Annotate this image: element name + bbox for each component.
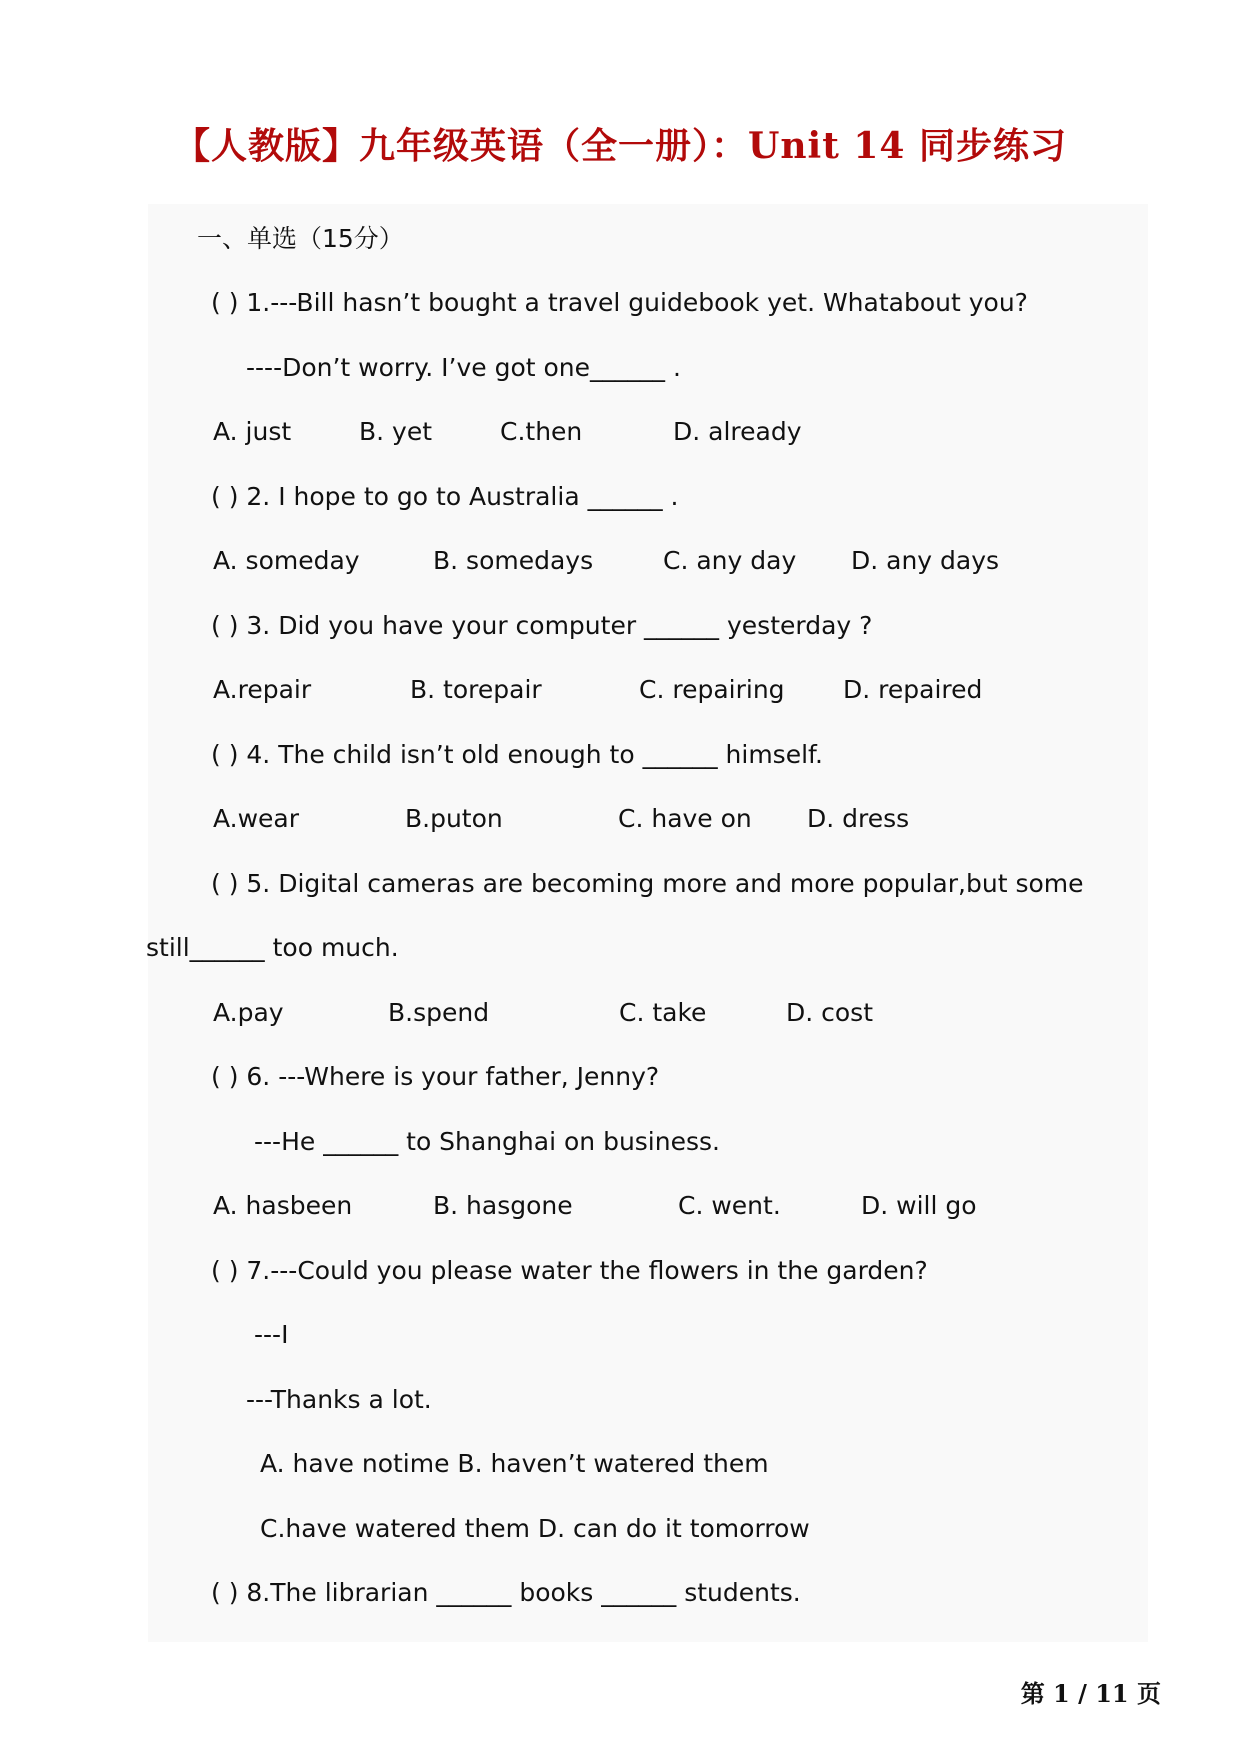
question-4-stem: ( ) 4. The child isn’t old enough to ______ himself. xyxy=(211,740,823,769)
option-d: D. repaired xyxy=(843,675,983,704)
question-7-options-cd: C.have watered them D. can do it tomorrow xyxy=(260,1514,810,1543)
option-b: B.puton xyxy=(405,804,503,833)
question-7-line2: ---I xyxy=(254,1320,289,1349)
option-c: C.then xyxy=(500,417,583,446)
option-a: A. hasbeen xyxy=(213,1191,353,1220)
option-a: A. just xyxy=(213,417,292,446)
question-6-stem: ( ) 6. ---Where is your father, Jenny? xyxy=(211,1062,660,1091)
question-3-stem: ( ) 3. Did you have your computer ______ yesterday ? xyxy=(211,611,873,640)
page-number: 第 1 / 11 页 xyxy=(1020,1679,1161,1708)
option-d: D. dress xyxy=(807,804,910,833)
option-a: A. someday xyxy=(213,546,360,575)
question-5-line2: still______ too much. xyxy=(146,933,399,962)
option-d: D. cost xyxy=(786,998,874,1027)
option-c: C. have on xyxy=(618,804,752,833)
question-1-stem: ( ) 1.---Bill hasn’t bought a travel guidebook yet. Whatabout you? xyxy=(211,288,1028,317)
option-b: B. hasgone xyxy=(433,1191,573,1220)
question-2-stem: ( ) 2. I hope to go to Australia ______ . xyxy=(211,482,679,511)
question-5-stem: ( ) 5. Digital cameras are becoming more and more popular,but some xyxy=(211,869,1084,898)
option-d: D. already xyxy=(673,417,802,446)
option-b: B. torepair xyxy=(410,675,542,704)
question-7-options-ab: A. have notime B. haven’t watered them xyxy=(260,1449,769,1478)
option-c: C. take xyxy=(619,998,707,1027)
option-d: D. will go xyxy=(861,1191,977,1220)
option-b: B. somedays xyxy=(433,546,594,575)
question-6-line2: ---He ______ to Shanghai on business. xyxy=(254,1127,720,1156)
content-panel xyxy=(148,204,1148,1642)
page-title: 【人教版】九年级英语（全一册）：Unit 14 同步练习 xyxy=(173,125,1068,167)
option-c: C. went. xyxy=(678,1191,781,1220)
option-b: B.spend xyxy=(388,998,490,1027)
section-heading: 一、单选（15分） xyxy=(197,224,404,253)
question-7-line3: ---Thanks a lot. xyxy=(246,1385,432,1414)
option-a: A.wear xyxy=(213,804,300,833)
question-1-line2: ----Don’t worry. I’ve got one______ . xyxy=(246,353,681,382)
question-7-stem: ( ) 7.---Could you please water the flowers in the garden? xyxy=(211,1256,928,1285)
option-c: C. any day xyxy=(663,546,797,575)
option-a: A.pay xyxy=(213,998,284,1027)
option-c: C. repairing xyxy=(639,675,785,704)
option-d: D. any days xyxy=(851,546,1000,575)
question-8-stem: ( ) 8.The librarian ______ books ______ students. xyxy=(211,1578,801,1607)
option-a: A.repair xyxy=(213,675,312,704)
option-b: B. yet xyxy=(359,417,433,446)
